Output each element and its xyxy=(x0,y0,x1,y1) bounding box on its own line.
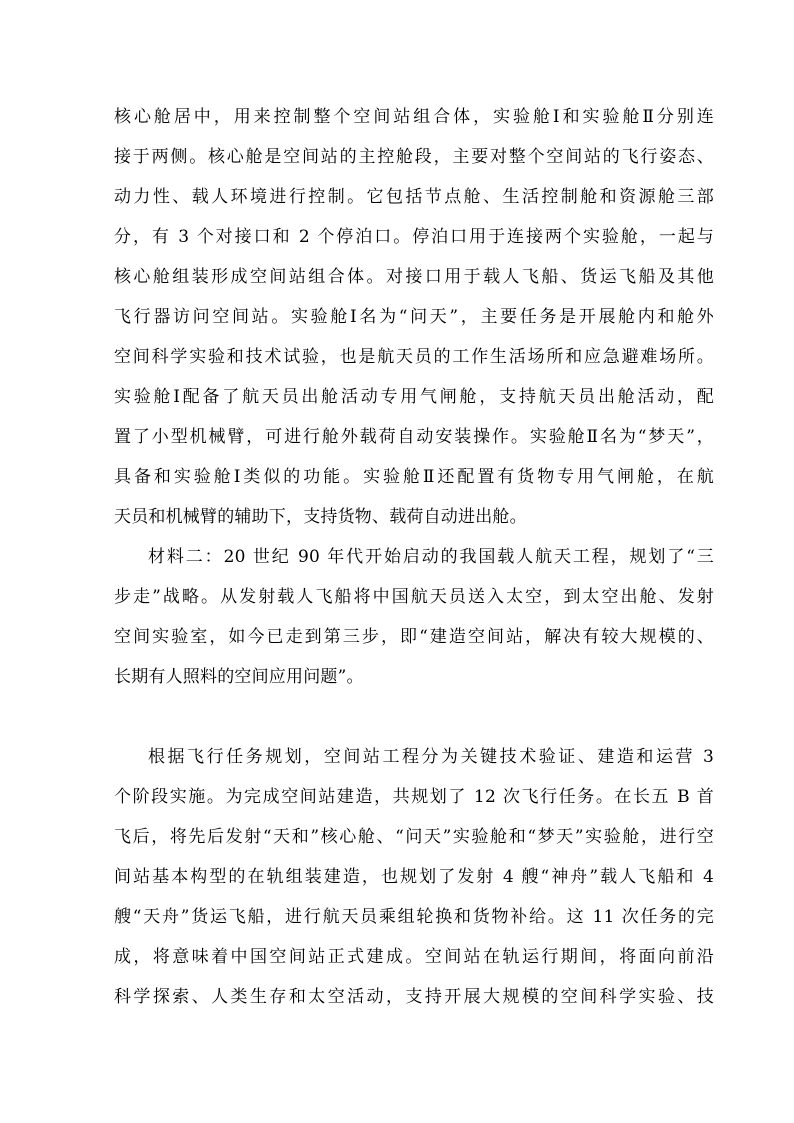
text-line: 具备和实验舱Ⅰ类似的功能。实验舱Ⅱ还配置有货物专用气闸舱，在航 xyxy=(114,467,714,487)
text-line: 置了小型机械臂，可进行舱外载荷自动安装操作。实验舱Ⅱ名为“梦天”， xyxy=(114,427,714,447)
text-line: 成，将意味着中国空间站正式建成。空间站在轨运行期间，将面向前沿 xyxy=(114,947,714,967)
text-line: 个阶段实施。为完成空间站建造，共规划了 12 次飞行任务。在长五 B 首 xyxy=(114,787,714,807)
paragraph-1 xyxy=(114,97,714,537)
text-line: 步走”战略。从发射载人飞船将中国航天员送入太空，到太空出舱、发射 xyxy=(114,587,714,607)
text-line: 天员和机械臂的辅助下，支持货物、载荷自动进出舱。 xyxy=(114,507,527,527)
paragraph-spacer xyxy=(114,697,714,737)
text-line: 艘“天舟”货运飞船，进行航天员乘组轮换和货物补给。这 11 次任务的完 xyxy=(114,907,714,927)
text-line: 接于两侧。核心舱是空间站的主控舱段，主要对整个空间站的飞行姿态、 xyxy=(114,147,714,167)
text-line: 飞后，将先后发射“天和”核心舱、“问天”实验舱和“梦天”实验舱，进行空 xyxy=(114,827,714,847)
text-line: 空间科学实验和技术试验，也是航天员的工作生活场所和应急避难场所。 xyxy=(114,347,714,367)
text-line: 实验舱Ⅰ配备了航天员出舱活动专用气闸舱，支持航天员出舱活动，配 xyxy=(114,387,714,407)
text-line: 间站基本构型的在轨组装建造，也规划了发射 4 艘“神舟”载人飞船和 4 xyxy=(114,867,714,887)
paragraph-2 xyxy=(114,537,714,697)
text-line: 材料二：20 世纪 90 年代开始启动的我国载人航天工程，规划了“三 xyxy=(148,547,714,567)
text-line: 核心舱组装形成空间站组合体。对接口用于载人飞船、货运飞船及其他 xyxy=(114,267,714,287)
text-line: 核心舱居中，用来控制整个空间站组合体，实验舱Ⅰ和实验舱Ⅱ分别连 xyxy=(114,107,714,127)
body-text xyxy=(114,97,714,1017)
paragraph-3 xyxy=(114,737,714,1017)
text-line: 科学探索、人类生存和太空活动，支持开展大规模的空间科学实验、技 xyxy=(114,987,714,1007)
text-line: 动力性、载人环境进行控制。它包括节点舱、生活控制舱和资源舱三部 xyxy=(114,187,714,207)
text-line: 长期有人照料的空间应用问题”。 xyxy=(114,667,364,687)
text-line: 分，有 3 个对接口和 2 个停泊口。停泊口用于连接两个实验舱，一起与 xyxy=(114,227,714,247)
text-line: 根据飞行任务规划，空间站工程分为关键技术验证、建造和运营 3 xyxy=(148,747,714,767)
text-line: 飞行器访问空间站。实验舱Ⅰ名为“问天”，主要任务是开展舱内和舱外 xyxy=(114,307,714,327)
text-line: 空间实验室，如今已走到第三步，即“建造空间站，解决有较大规模的、 xyxy=(114,627,714,647)
